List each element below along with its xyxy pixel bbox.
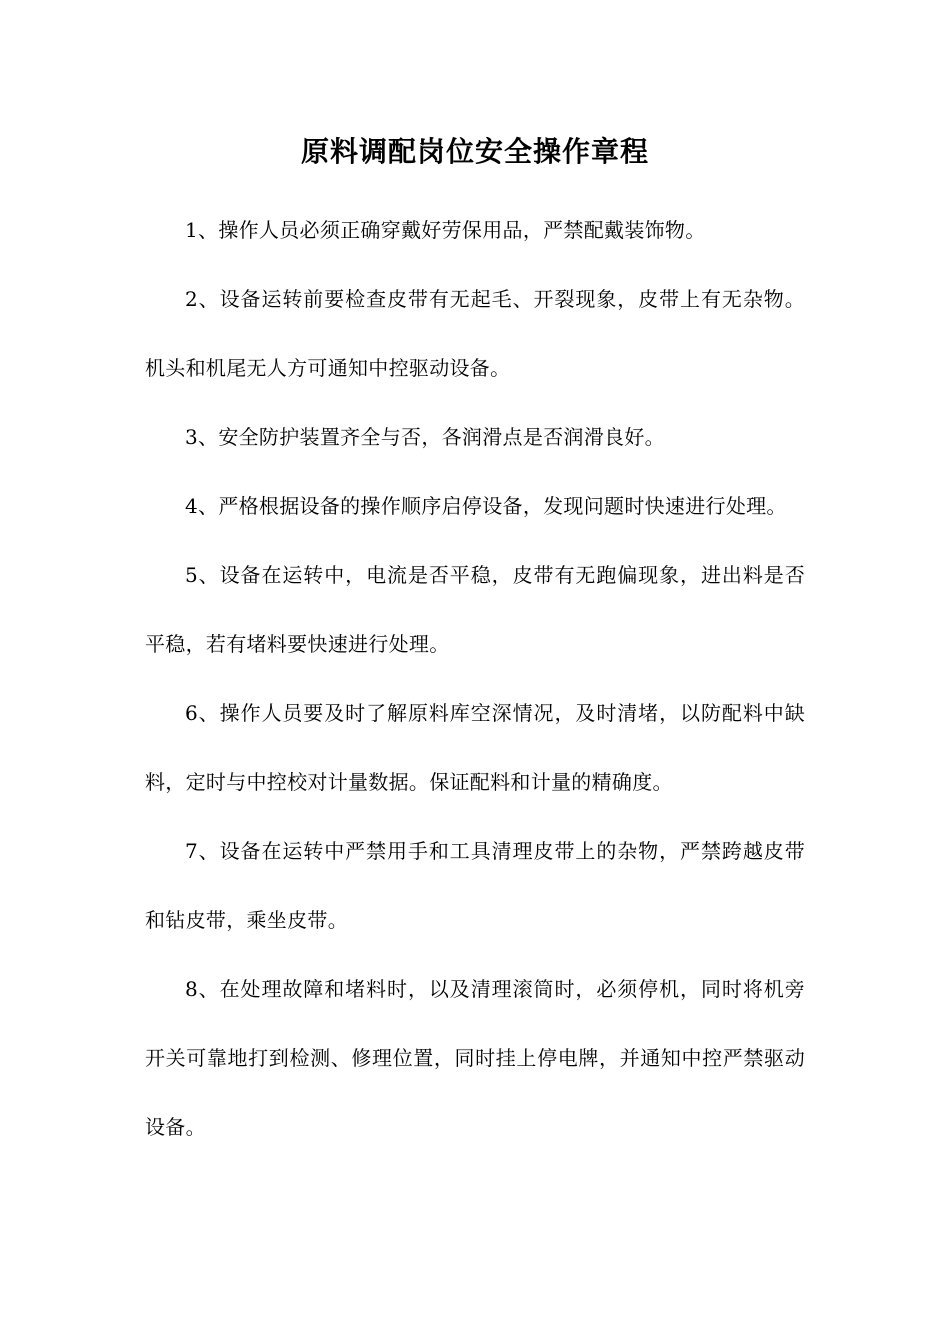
paragraph-1: 1、操作人员必须正确穿戴好劳保用品，严禁配戴装饰物。 — [185, 218, 706, 242]
paragraph-8: 8、在处理故障和堵料时，以及清理滚筒时，必须停机，同时将机旁开关可靠地打到检测、修理位置，同时挂上停电牌，并通知中控严禁驱动设备。 — [145, 977, 805, 1139]
paragraph-3: 3、安全防护装置齐全与否，各润滑点是否润滑良好。 — [185, 425, 665, 449]
paragraph-5: 5、设备在运转中，电流是否平稳，皮带有无跑偏现象，进出料是否平稳，若有堵料要快速进行处理。 — [145, 563, 805, 656]
paragraph-6: 6、操作人员要及时了解原料库空深情况，及时清堵，以防配料中缺料，定时与中控校对计量数据。保证配料和计量的精确度。 — [145, 701, 805, 794]
paragraph-7: 7、设备在运转中严禁用手和工具清理皮带上的杂物，严禁跨越皮带和钻皮带，乘坐皮带。 — [145, 839, 805, 932]
paragraph-4: 4、严格根据设备的操作顺序启停设备，发现问题时快速进行处理。 — [185, 494, 787, 518]
paragraph-2: 2、设备运转前要检查皮带有无起毛、开裂现象，皮带上有无杂物。机头和机尾无人方可通知中控驱动设备。 — [145, 287, 805, 380]
document-body — [145, 196, 805, 1162]
document-title: 原料调配岗位安全操作章程 — [300, 135, 649, 168]
